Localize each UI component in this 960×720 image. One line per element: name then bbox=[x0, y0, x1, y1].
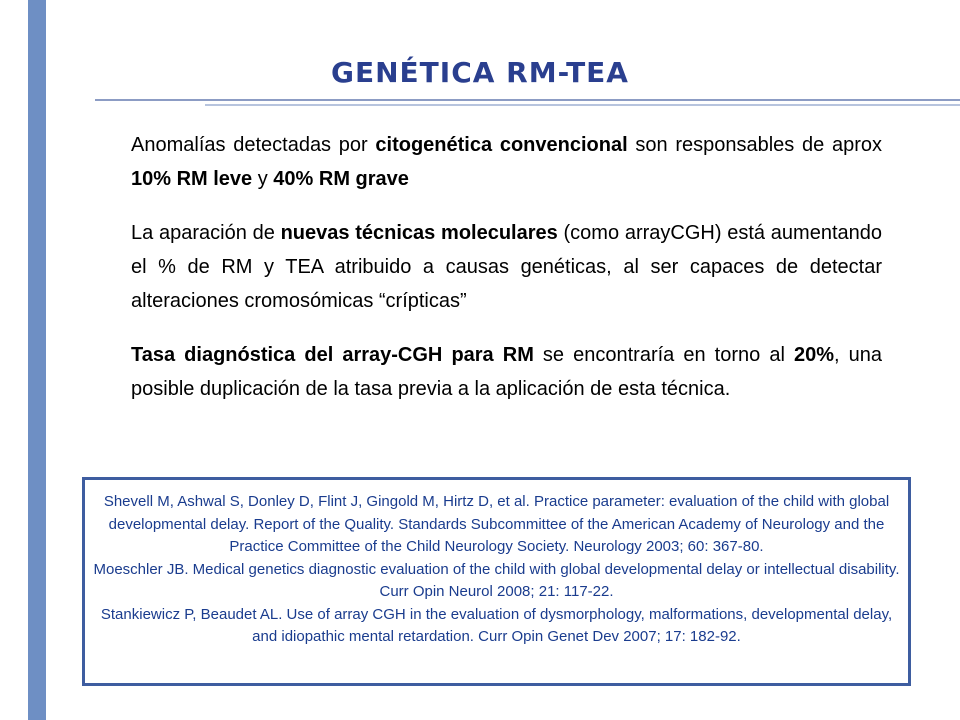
bold-span: 40% RM grave bbox=[273, 168, 409, 190]
text-span: y bbox=[252, 168, 274, 190]
text-span: La aparación de bbox=[131, 222, 281, 244]
title-underline bbox=[95, 99, 960, 101]
slide-title: GENÉTICA RM-TEA bbox=[331, 56, 629, 89]
bold-span: 10% RM leve bbox=[131, 168, 253, 190]
paragraph-diagnostic-rate bbox=[131, 338, 882, 406]
title-underline-secondary bbox=[205, 104, 960, 106]
paragraph-molecular-techniques bbox=[131, 216, 882, 318]
slide-body bbox=[131, 128, 882, 426]
text-span: se encontraría en torno al bbox=[533, 344, 794, 366]
bold-span: Tasa diagnóstica del array-CGH para RM bbox=[131, 344, 534, 366]
text-span: son responsables de aprox bbox=[627, 134, 882, 156]
bold-span: citogenética convencional bbox=[375, 134, 628, 156]
reference-item: Shevell M, Ashwal S, Donley D, Flint J, Gingold M, Hirtz D, et al. Practice parameter: evaluation of the child with global developmental delay. Report of the Quality. Standards Subcommittee of the American Academy of Neurology and the Practice Committee of the Child Neurology Society. Neurology 2003; 60: 367-80. bbox=[103, 493, 890, 555]
bold-span: nuevas técnicas moleculares bbox=[280, 222, 558, 244]
references-box bbox=[82, 477, 911, 686]
reference-item: Moeschler JB. Medical genetics diagnostic evaluation of the child with global developmental delay or intellectual disability. Curr Opin Neurol 2008; 21: 117-22. bbox=[93, 560, 900, 600]
text-span: Anomalías detectadas por bbox=[131, 134, 376, 156]
text-span: , una posible duplicación de la tasa previa a la aplicación de esta técnica. bbox=[131, 344, 882, 400]
reference-item: Stankiewicz P, Beaudet AL. Use of array CGH in the evaluation of dysmorphology, malformations, developmental delay, and idiopathic mental retardation. Curr Opin Genet Dev 2007; 17: 182-92. bbox=[100, 605, 893, 645]
text-span: (como arrayCGH) está aumentando el % de RM y TEA atribuido a causas genéticas, al ser capaces de detectar alteraciones cromosómicas “crípticas” bbox=[131, 222, 882, 312]
left-accent-bar bbox=[28, 0, 46, 720]
bold-span: 20% bbox=[793, 344, 834, 366]
paragraph-cytogenetics bbox=[131, 128, 882, 196]
